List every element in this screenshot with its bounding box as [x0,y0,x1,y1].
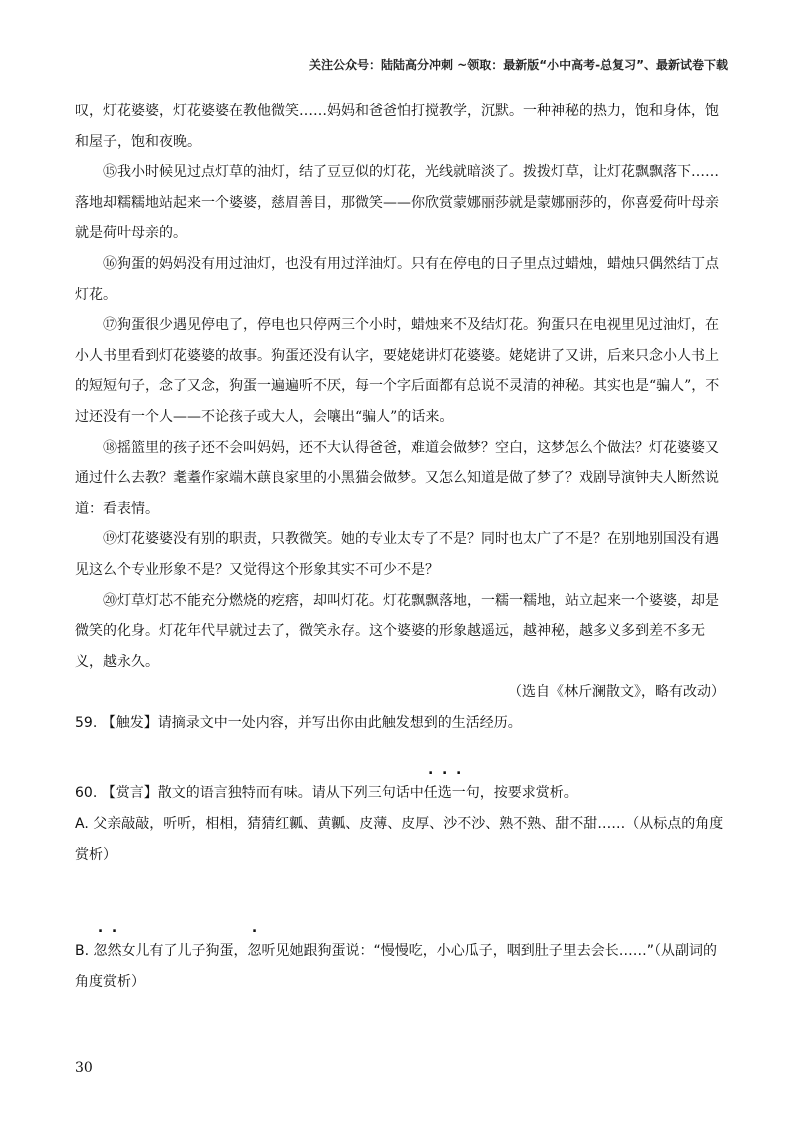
option-b [75,936,725,997]
page-header: 关注公众号：陆陆高分冲刺 ~领取：最新版“小中高考-总复习”、最新试卷下载 [309,58,728,72]
option-b-middle: 女儿有了儿子狗蛋， [121,943,248,960]
page-number: 30 [75,1060,93,1076]
question-60 [75,778,725,809]
paragraph-16: ⑯狗蛋的妈妈没有用过油灯，也没有用过洋油灯。只有在停电的日子里点过蜡烛，蜡烛只偶然结丁点灯花。 [75,255,719,303]
paragraph-19: ⑲灯花婆婆没有别的职责，只教微笑。她的专业太专了不是？同时也太广了不是？在别地别国没有遇见这么个专业形象不是？又觉得这个形象其实不可少不是？ [75,531,719,578]
paragraph-15: ⑮我小时候见过点灯草的油灯，结了豆豆似的灯花，光线就暗淡了。拨拨灯草，让灯花飘飘落下……落地却糯糯地站起来一个婆婆，慈眉善目，那微笑——你欣赏蒙娜丽莎就是蒙娜丽莎的，你喜爱荷叶母亲就是荷叶母亲的。 [75,164,719,242]
emphasis-char: 选 [437,785,452,802]
paragraph-20: ⑳灯草灯芯不能充分燃烧的疙瘩，却叫灯花。灯花飘飘落地，一糯一糯地，站立起来一个婆婆，却是微笑的化身。灯花年代早就过去了，微笑永存。这个婆婆的形象越遥远，越神秘，越多义多到差不多无义，越永久。 [75,592,719,670]
question-59: 59. 【触发】请摘录文中一处内容，并写出你由此触发想到的生活经历。 [75,714,522,731]
question-60-suffix: 句，按要求赏析。 [465,785,578,802]
emphasis-char: 一 [451,785,466,802]
option-b-label: B. [75,943,94,960]
question-60-prefix: 60. 【赏言】散文的语言独特而有味。请从下列三句话中 [75,785,424,802]
emphasis-char: 忽 [93,943,108,960]
option-b-tail: 听见她跟狗蛋说：“慢慢吃，小心瓜子，咽到肚子里去会长……”（从副词的角度赏析） [75,943,718,990]
option-a: A. 父亲敲敲，听听，相相，猜猜红瓤、黄瓤、皮薄、皮厚、沙不沙、熟不熟、甜不甜……（从标点的角度赏析） [75,816,724,863]
paragraph-18: ⑱摇篮里的孩子还不会叫妈妈，还不大认得爸爸，难道会做梦？空白，这梦怎么个做法？灯花婆婆又通过什么去教？耄耋作家端木蕻良家里的小黑猫会做梦。又怎么知道是做了梦了？戏剧导演钟夫人断然说道：看表情。 [75,439,719,517]
emphasis-char: 任 [423,785,438,802]
source-citation: （选自《林斤澜散文》，略有改动） [508,684,725,701]
emphasis-char: 然 [107,943,122,960]
emphasis-char: 忽 [247,943,262,960]
paragraph-17: ⑰狗蛋很少遇见停电了，停电也只停两三个小时，蜡烛来不及结灯花。狗蛋只在电视里见过油灯，在小人书里看到灯花婆婆的故事。狗蛋还没有认字，要姥姥讲灯花婆婆。姥姥讲了又讲，后来只念小人书上的短短句子，念了又念，狗蛋一遍遍听不厌，每一个字后面都有总说不灵清的神秘。其实也是“骗人”，不过还没有一个人——不论孩子或大人，会嚷出“骗人”的话来。 [75,317,720,425]
paragraph-14-tail: 叹，灯花婆婆，灯花婆婆在教他微笑……妈妈和爸爸怕打搅教学，沉默。一种神秘的热力，饱和身体，饱和屋子，饱和夜晚。 [75,103,719,150]
article-body [75,96,725,997]
